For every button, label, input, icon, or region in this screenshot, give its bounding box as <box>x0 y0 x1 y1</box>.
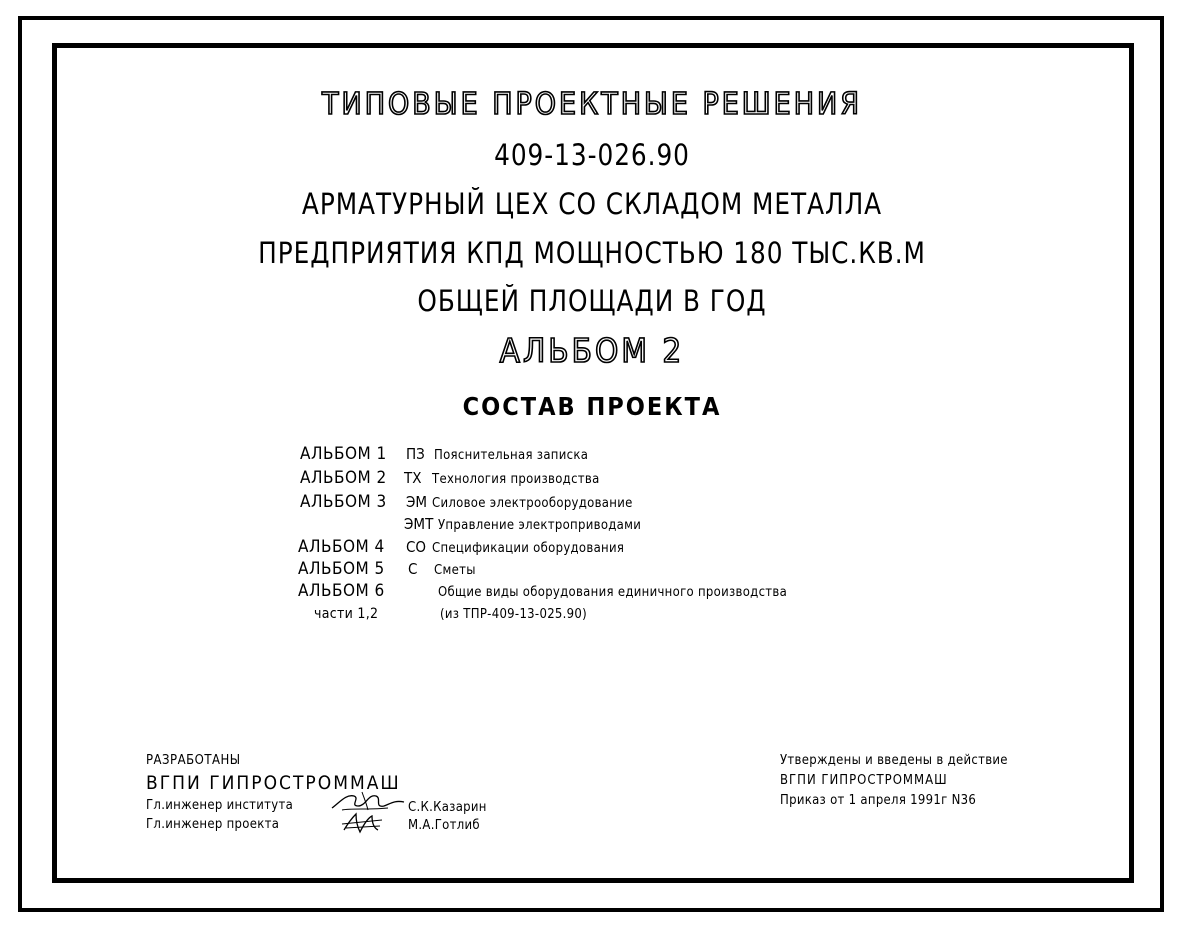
section-code: СО <box>406 538 427 556</box>
chief-engineer-project-title: Гл.инженер проекта <box>146 817 280 832</box>
section-description: (из ТПР-409-13-025.90) <box>440 607 588 622</box>
section-description: Пояснительная записка <box>434 448 589 463</box>
section-description: Технология производства <box>432 472 600 487</box>
project-code: 409-13-026.90 <box>494 138 690 172</box>
project-title-line-2: ПРЕДПРИЯТИЯ КПД МОЩНОСТЬЮ 180 ТЫС.КВ.М <box>258 236 926 270</box>
approving-organization: ВГПИ ГИПРОСТРОММАШ <box>780 773 948 788</box>
project-title-line-3: ОБЩЕЙ ПЛОЩАДИ В ГОД <box>417 284 767 318</box>
section-description: Общие виды оборудования единичного производства <box>438 585 788 600</box>
section-code: С <box>408 560 418 578</box>
album-label: АЛЬБОМ 2 <box>300 468 387 488</box>
album-number: АЛЬБОМ 2 <box>499 331 685 370</box>
chief-engineer-institute-name: С.К.Казарин <box>408 800 487 815</box>
developed-by-label: РАЗРАБОТАНЫ <box>146 753 241 768</box>
album-parts-label: части 1,2 <box>314 606 379 622</box>
project-title-line-1: АРМАТУРНЫЙ ЦЕХ СО СКЛАДОМ МЕТАЛЛА <box>301 187 883 221</box>
section-description: Сметы <box>434 563 476 578</box>
chief-engineer-project-name: М.А.Готлиб <box>408 818 480 833</box>
signature-gotlib <box>338 810 386 836</box>
document-series-title: ТИПОВЫЕ ПРОЕКТНЫЕ РЕШЕНИЯ <box>322 87 862 122</box>
section-description: Силовое электрооборудование <box>432 496 633 511</box>
album-label: АЛЬБОМ 3 <box>300 492 387 512</box>
album-label: АЛЬБОМ 4 <box>298 537 385 557</box>
approval-statement: Утверждены и введены в действие <box>780 753 1008 768</box>
album-label: АЛЬБОМ 6 <box>298 581 385 601</box>
approval-order: Приказ от 1 апреля 1991г N36 <box>780 793 977 808</box>
section-description: Спецификации оборудования <box>432 541 625 556</box>
developer-organization: ВГПИ ГИПРОСТРОММАШ <box>146 772 401 794</box>
chief-engineer-institute-title: Гл.инженер института <box>146 798 294 813</box>
section-code: ПЗ <box>406 445 425 463</box>
section-code: ЭМ <box>406 493 428 511</box>
contents-title: СОСТАВ ПРОЕКТА <box>462 392 722 421</box>
section-code: ЭМТ <box>404 515 434 533</box>
section-description: Управление электроприводами <box>438 518 642 533</box>
album-label: АЛЬБОМ 1 <box>300 444 387 464</box>
section-code: ТХ <box>404 469 422 487</box>
album-label: АЛЬБОМ 5 <box>298 559 385 579</box>
